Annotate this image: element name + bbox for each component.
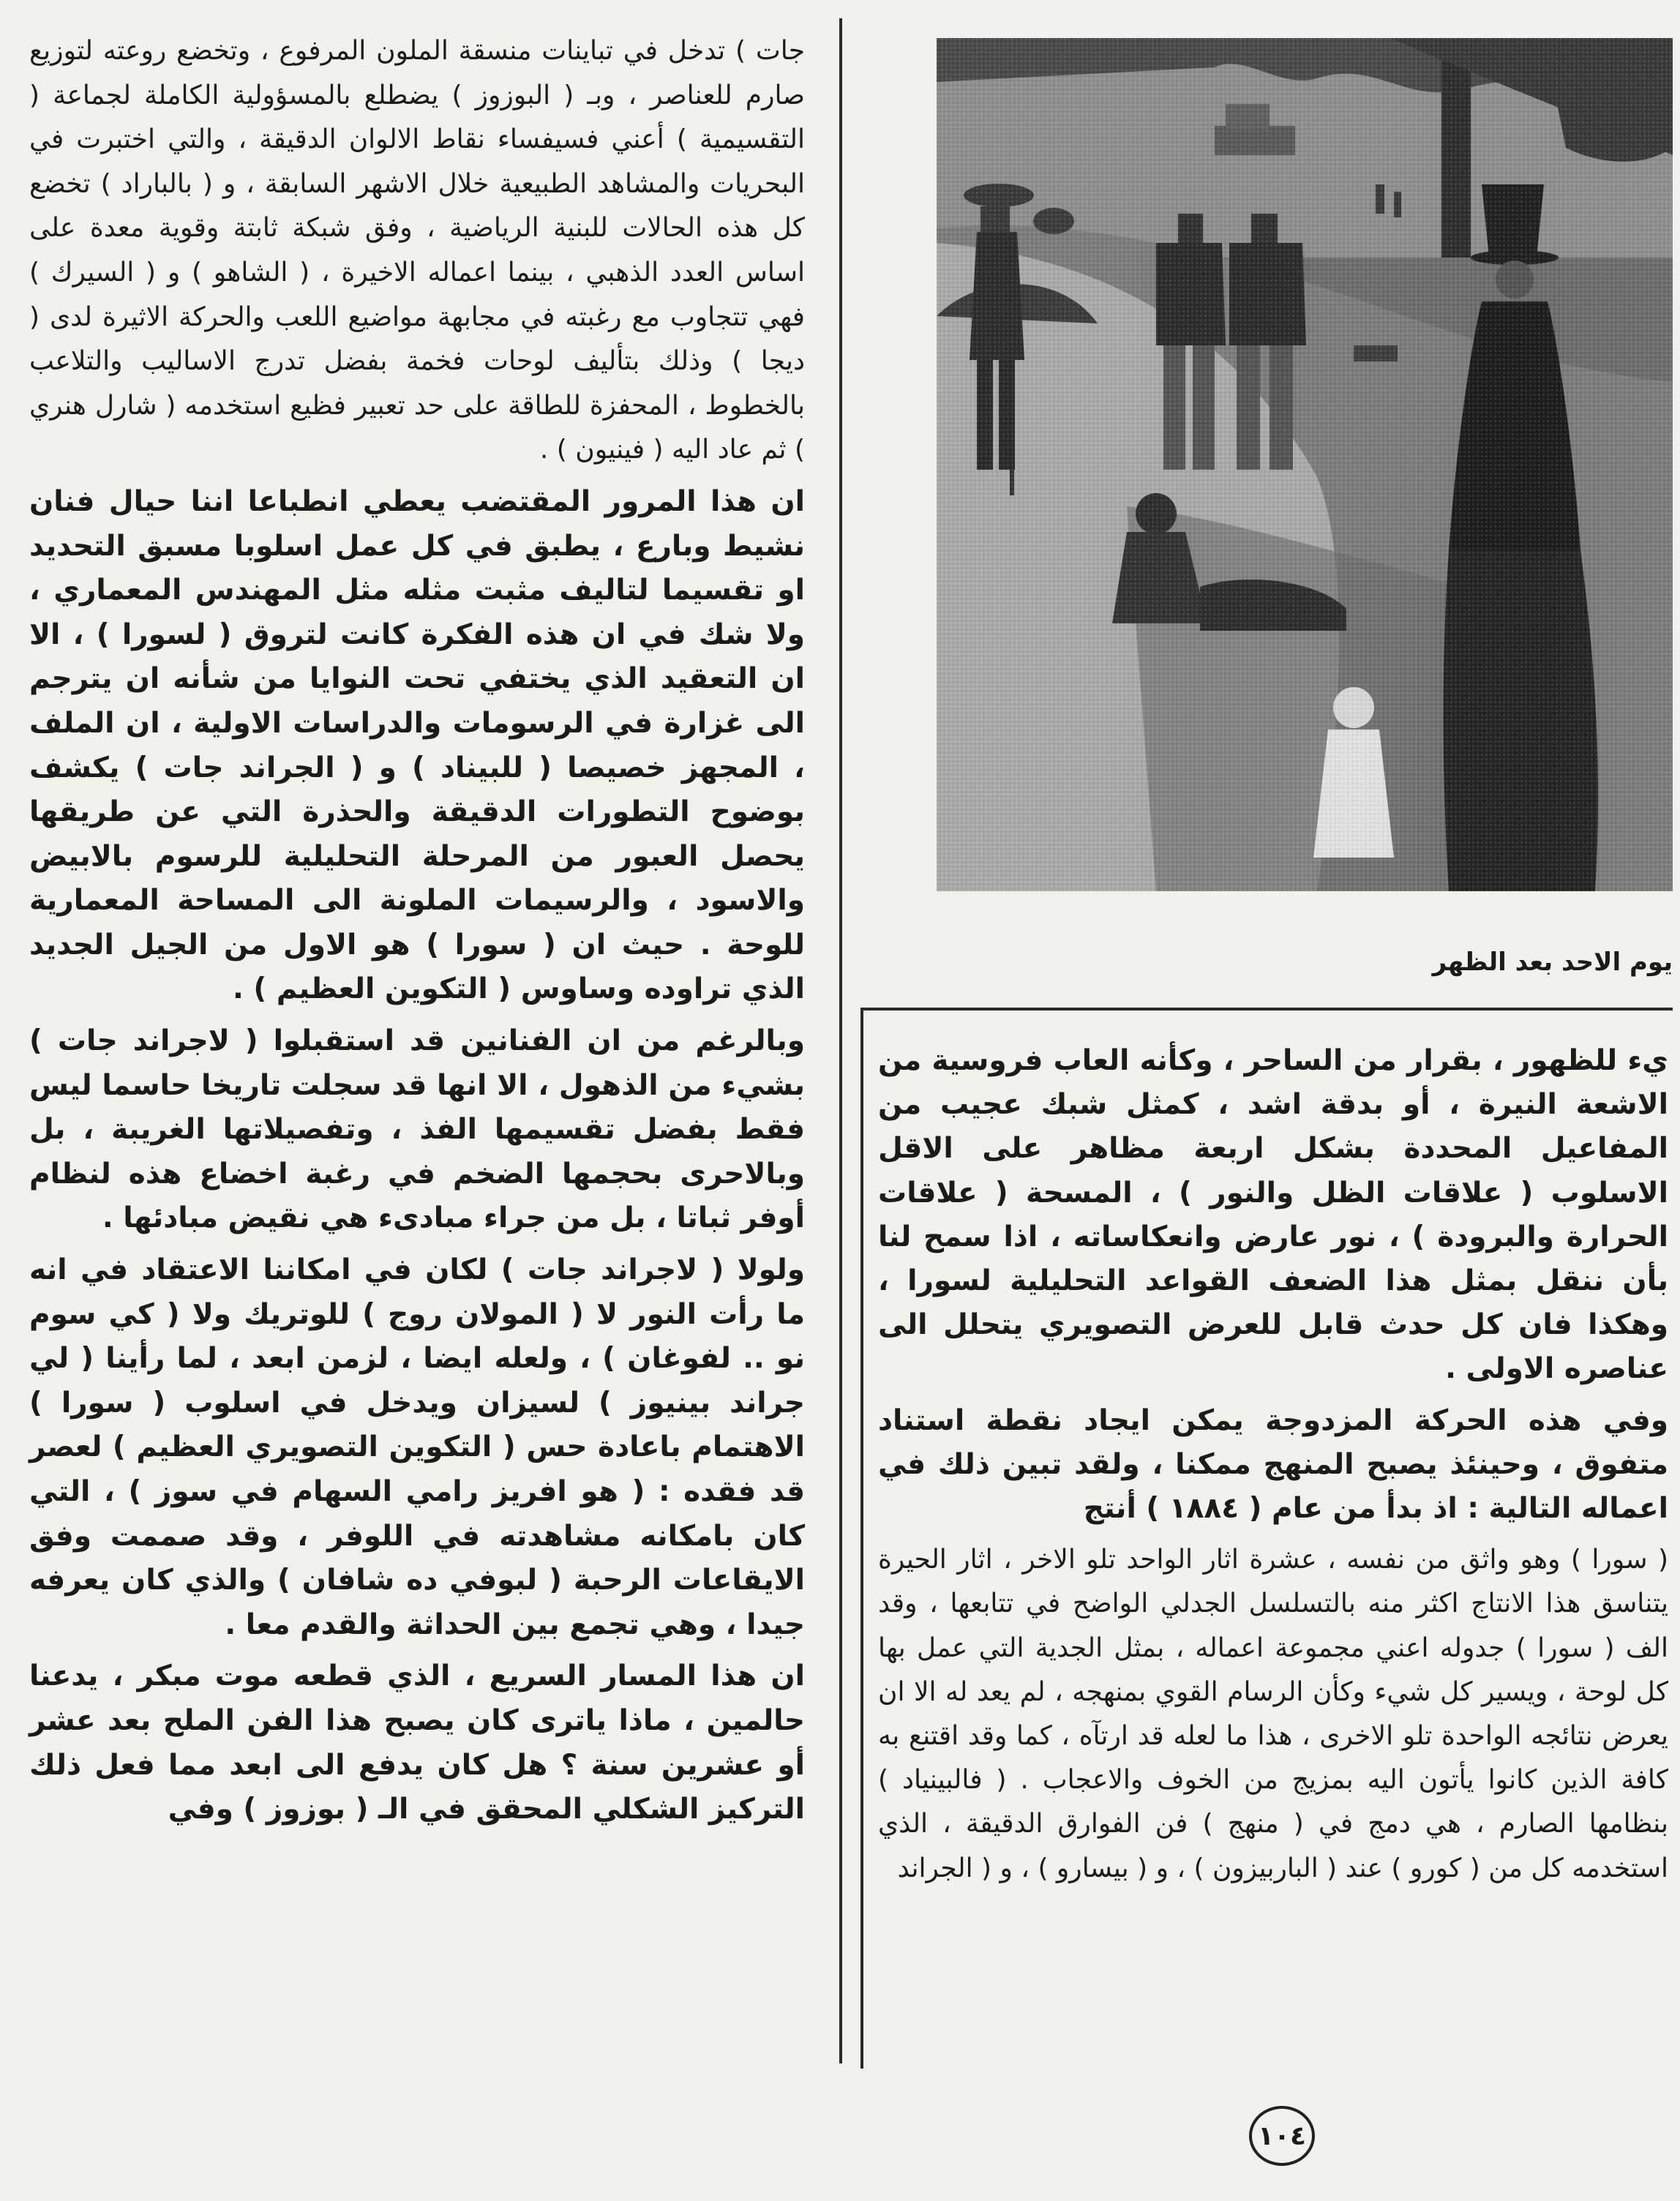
painting-image bbox=[937, 38, 1673, 891]
paragraph: جات ) تدخل في تباينات منسقة الملون المرفوع ، وتخضع روعته لتوزيع صارم للعناصر ، وبـ ( البوزوز ) يضطلع بالمسؤولية الكاملة لجماعة ( التقسيمية ) أعني فسيفساء نقاط الالوان الدقيقة ، والتي اختبرت في البحريات والمشاهد الطبيعية خلال الاشهر السابقة ، و ( بالباراد ) تخضع كل هذه الحالات للبنية الرياضية ، وفق شبكة ثابتة وقوية معدة على اساس العدد الذهبي ، بينما اعماله الاخيرة ، ( الشاهو ) و ( السيرك ) فهي تتجاوب مع رغبته في مجابهة مواضيع اللعب والحركة الاثيرة لدى ( ديجا ) وذلك بتأليف لوحات فخمة بفضل تدرج الاساليب والتلاعب بالخطوط ، المحفزة للطاقة على حد تعبير فظيع استخدمه ( شارل هنري ) ثم عاد اليه ( فينيون ) . bbox=[29, 36, 805, 465]
paragraph: يء للظهور ، بقرار من الساحر ، وكأنه العاب فروسية من الاشعة النيرة ، أو بدقة اشد ، كمثل شبك عجيب من المفاعيل المحددة بشكل اربعة مظاهر على الاقل الاسلوب ( علاقات الظل والنور ) ، المسحة ( علاقات الحرارة والبرودة ) ، نور عارض وانعكاساته ، اذا سمح لنا بأن ننقل بمثل هذا الضعف القواعد التحليلية لسورا ، وهكذا فان كل حدث قابل للعرض التصويري يتحلل الى عناصره الاولى . bbox=[878, 1044, 1668, 1386]
paragraph: ان هذا المرور المقتضب يعطي انطباعا اننا حيال فنان نشيط وبارع ، يطبق في كل عمل اسلوبا مسبق التحديد او تقسيما لتاليف مثبت مثله مثل المهندس المعماري ، ولا شك في ان هذه الفكرة كانت لتروق ( لسورا ) ، الا ان التعقيد الذي يختفي تحت النوايا من شأنه ان يترجم الى غزارة في الرسومات والدراسات الاولية ، ان الملف ، المجهز خصيصا ( للبيناد ) و ( الجراند جات ) يكشف بوضوح التطورات الدقيقة والحذرة التي عن طريقها يحصل العبور من المرحلة التحليلية للرسوم بالابيض والاسود ، والرسيمات الملونة الى المساحة المعمارية للوحة . حيث ان ( سورا ) هو الاول من الجيل الجديد الذي تراوده وساوس ( التكوين العظيم ) . bbox=[29, 484, 805, 1006]
vertical-column-rule bbox=[839, 18, 842, 2063]
paragraph: وفي هذه الحركة المزدوجة يمكن ايجاد نقطة استناد متفوق ، وحينئذ يصبح المنهج ممكنا ، ولقد تبين ذلك في اعماله التالية : اذ بدأ من عام ( ١٨٨٤ ) أنتج bbox=[878, 1403, 1668, 1526]
painting-caption: يوم الاحد بعد الظهر bbox=[1432, 948, 1673, 977]
right-text-column bbox=[878, 1039, 1668, 2063]
paragraph: ولولا ( لاجراند جات ) لكان في امكاننا الاعتقاد في انه ما رأت النور لا ( المولان روج ) للوتريك ولا ( كي سوم نو .. لفوغان ) ، ولعله ايضا ، لزمن ابعد ، لما رأينا ( لي جراند بينيوز ) لسيزان ويدخل في اسلوب ( سورا ) الاهتمام باعادة حس ( التكوين التصويري العظيم ) لعصر قد فقده : ( هو افريز رامي السهام في سوز ) ، التي كان بامكانه مشاهدته في اللوفر ، وقد صممت وفق الايقاعات الرحبة ( لبوفي ده شافان ) والذي كان يعرفه جيدا ، وهي تجمع بين الحداثة والقدم معا . bbox=[29, 1253, 805, 1641]
paragraph: ان هذا المسار السريع ، الذي قطعه موت مبكر ، يدعنا حالمين ، ماذا ياترى كان يصبح هذا الفن الملح بعد عشر أو عشرين سنة ؟ هل كان يدفع الى ابعد مما فعل ذلك التركيز الشكلي المحقق في الـ ( بوزوز ) وفي bbox=[29, 1660, 805, 1826]
page-number: ١٠٤ bbox=[1249, 2106, 1315, 2166]
seurat-painting-illustration bbox=[937, 38, 1673, 891]
paragraph: ( سورا ) وهو واثق من نفسه ، عشرة اثار الواحد تلو الاخر ، اثار الحيرة يتناسق هذا الانتاج اكثر منه بالتسلسل الجدلي الواضح في تتابعها ، وقد الف ( سورا ) جدوله اعني مجموعة اعماله ، بمثل الجدية التي عمل بها كل لوحة ، ويسير كل شيء وكأن الرسام القوي بمنهجه ، لم يعد له الا ان يعرض نتائجه الواحدة تلو الاخرى ، هذا ما لعله قد ارتآه ، كما وقد اقتنع به كافة الذين كانوا يأتون اليه بمزيج من الخوف والاعجاب . ( فالبينياد ) بنظامها الصارم ، هي دمج في ( منهج ) فن الفوارق الدقيقة ، الذي استخدمه كل من ( كورو ) عند ( الباربيزون ) ، و ( بيسارو ) ، و ( الجراند bbox=[878, 1545, 1668, 1883]
paragraph: وبالرغم من ان الفنانين قد استقبلوا ( لاجراند جات ) بشيء من الذهول ، الا انها قد سجلت تاريخا حاسما ليس فقط بفضل تقسيمها الفذ ، وتفصيلاتها الغريبة ، بل وبالاحرى بحجمها الضخم في رغبة اخضاع هذه لنظام أوفر ثباتا ، بل من جراء مبادىء هي نقيض مبادئها . bbox=[29, 1024, 805, 1235]
box-left-rule bbox=[860, 1008, 863, 2069]
left-text-column bbox=[29, 29, 805, 2151]
box-top-rule bbox=[860, 1008, 1673, 1010]
